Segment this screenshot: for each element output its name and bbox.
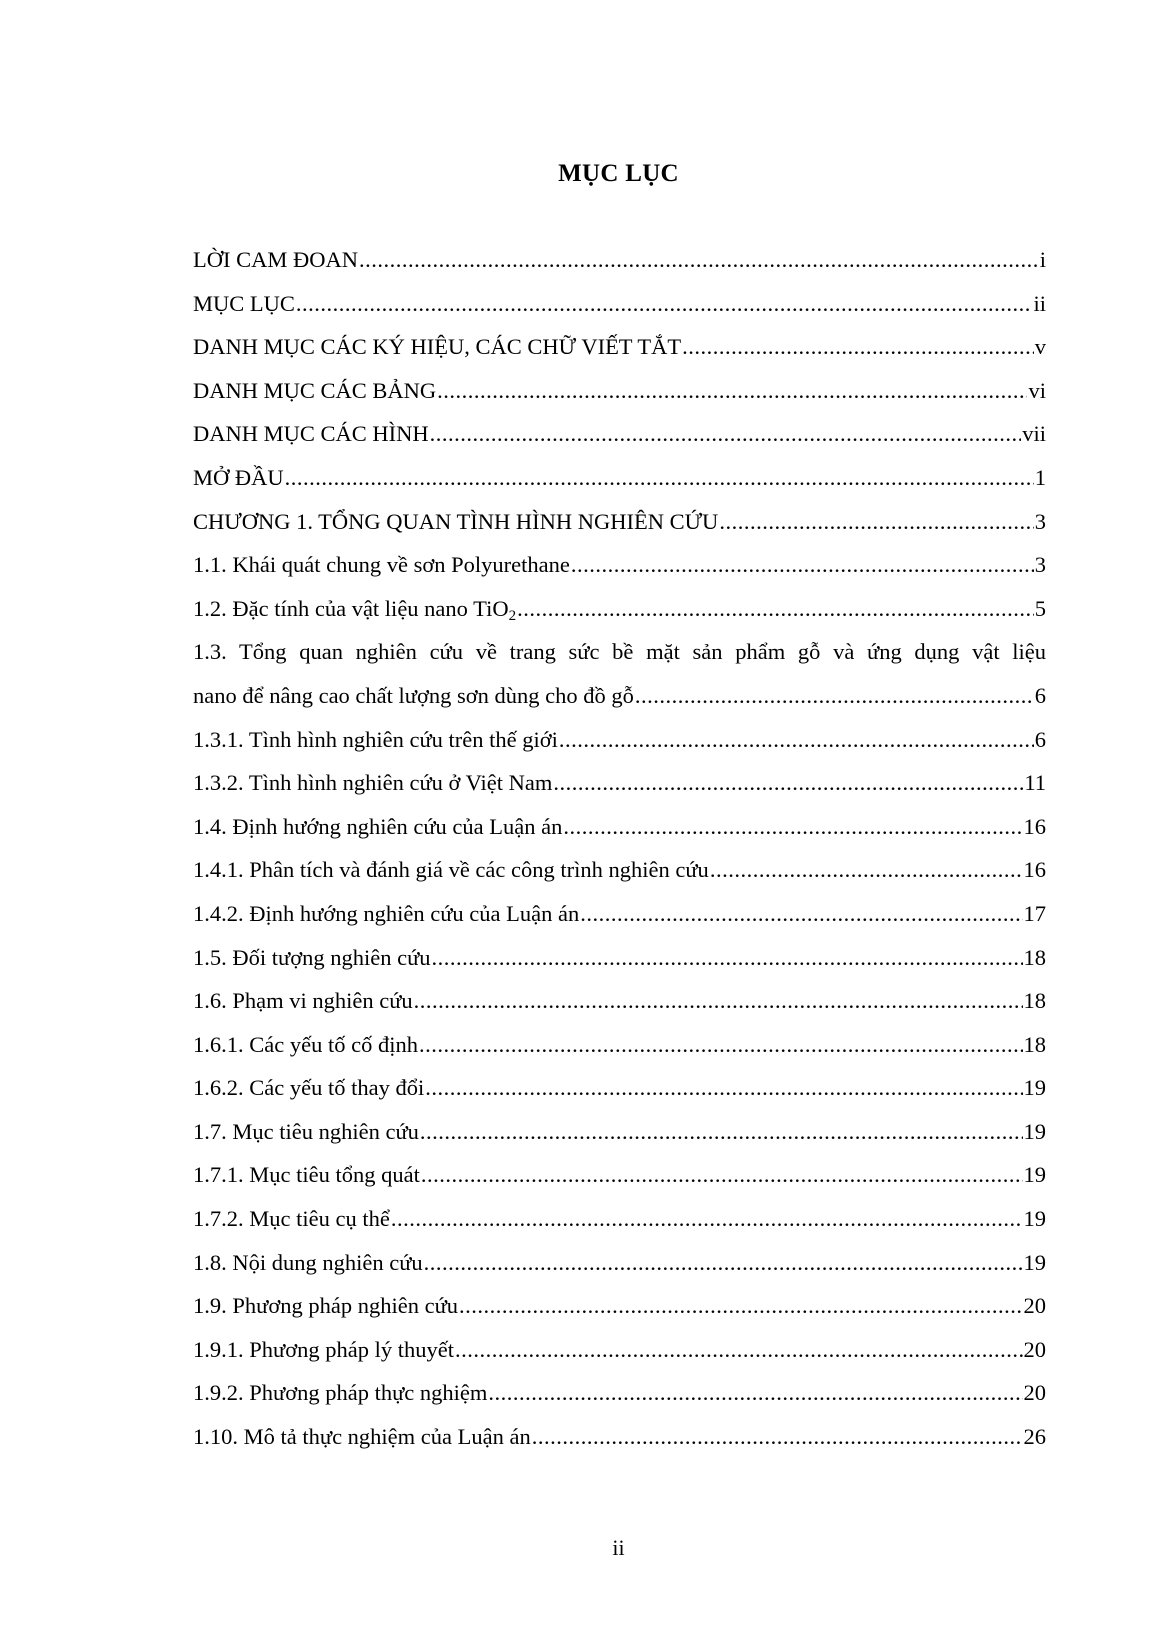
toc-entry-label: 1.4.1. Phân tích và đánh giá về các công trình nghiên cứu [193, 857, 709, 883]
toc-entry[interactable] [193, 630, 1046, 717]
toc-entry-label: 1.1. Khái quát chung về sơn Polyurethane [193, 552, 570, 578]
toc-entry-page: 6 [1034, 726, 1046, 752]
toc-entry[interactable] [193, 1371, 1046, 1415]
toc-entry[interactable] [193, 282, 1046, 326]
toc-entry-label: CHƯƠNG 1. TỔNG QUAN TÌNH HÌNH NGHIÊN CỨU [193, 508, 719, 534]
dot-leader [571, 543, 1034, 587]
toc-entry-page: 20 [1023, 1336, 1046, 1362]
toc-entry[interactable] [193, 1284, 1046, 1328]
toc-entry-label: 1.6.1. Các yếu tố cố định [193, 1031, 418, 1057]
toc-entry-page: ii [1033, 290, 1046, 316]
toc-entry-page: 11 [1024, 770, 1046, 796]
dot-leader [563, 805, 1022, 849]
toc-entry[interactable] [193, 805, 1046, 849]
dot-leader [432, 936, 1023, 980]
dot-leader [285, 456, 1034, 500]
toc-entry-label: 1.9.1. Phương pháp lý thuyết [193, 1336, 454, 1362]
toc-entry[interactable] [193, 1153, 1046, 1197]
toc-entry-page: 18 [1023, 1031, 1046, 1057]
toc-entry-label: 1.6.2. Các yếu tố thay đổi [193, 1075, 425, 1101]
toc-entry-label: 1.4. Định hướng nghiên cứu của Luận án [193, 813, 563, 839]
toc-entry[interactable] [193, 1241, 1046, 1285]
dot-leader [425, 1066, 1022, 1110]
toc-entry[interactable] [193, 892, 1046, 936]
toc-entry-label: MỞ ĐẦU [193, 464, 284, 490]
toc-entry-page: 18 [1023, 988, 1046, 1014]
toc-entry-page: 19 [1023, 1162, 1046, 1188]
page-title: MỤC LỤC [558, 160, 679, 187]
toc-entry-label: 1.9. Phương pháp nghiên cứu [193, 1293, 459, 1319]
dot-leader [580, 892, 1022, 936]
toc-entry-page: i [1039, 247, 1046, 272]
toc-entry-label: 1.10. Mô tả thực nghiệm của Luận án [193, 1424, 531, 1450]
toc-entry-page: 6 [1034, 682, 1046, 708]
toc-entry-label: 1.4.2. Định hướng nghiên cứu của Luận án [193, 900, 580, 926]
toc-entry[interactable] [193, 1066, 1046, 1110]
toc-entry-page: 16 [1023, 813, 1046, 839]
toc-entry-label: DANH MỤC CÁC BẢNG [193, 377, 437, 403]
toc-entry-label: MỤC LỤC [193, 290, 295, 316]
page-number: ii [612, 1535, 625, 1560]
dot-leader [296, 282, 1033, 326]
toc-entry-page: 20 [1023, 1293, 1046, 1319]
toc-entry-label: 1.3. Tổng quan nghiên cứu về trang sức bề mặt sản phẩm gỗ và ứng dụng vật liệu [193, 639, 1046, 665]
dot-leader [419, 1023, 1023, 1067]
toc-entry-page: 17 [1023, 900, 1046, 926]
dot-leader [455, 1328, 1023, 1372]
toc-entry-page: vi [1028, 377, 1046, 403]
toc-entry-label: 1.7. Mục tiêu nghiên cứu [193, 1118, 419, 1144]
toc-entry[interactable] [193, 369, 1046, 413]
dot-leader [421, 1153, 1023, 1197]
toc-entry-label: 1.7.2. Mục tiêu cụ thể [193, 1206, 390, 1232]
toc-entry-label: 1.9.2. Phương pháp thực nghiệm [193, 1380, 488, 1406]
toc-entry-label: DANH MỤC CÁC KÝ HIỆU, CÁC CHỮ VIẾT TẮT [193, 334, 682, 360]
toc-entry-label: DANH MỤC CÁC HÌNH [193, 421, 429, 447]
toc-entry[interactable] [193, 1415, 1046, 1459]
dot-leader [424, 1241, 1023, 1285]
dot-leader [559, 718, 1034, 762]
dot-leader [488, 1371, 1022, 1415]
dot-leader [719, 500, 1033, 544]
toc-entry-label-continued: nano để nâng cao chất lượng sơn dùng cho đồ gỗ [193, 682, 634, 708]
toc-entry-label: 1.7.1. Mục tiêu tổng quát [193, 1162, 420, 1188]
toc-entry[interactable] [193, 848, 1046, 892]
dot-leader [430, 412, 1022, 456]
dot-leader [710, 848, 1023, 892]
toc-entry-page: 26 [1023, 1424, 1046, 1450]
toc-entry-page: 3 [1034, 508, 1046, 534]
toc-entry-label-text: 1.2. Đặc tính của vật liệu nano TiO [193, 595, 509, 621]
toc-entry-page: 19 [1023, 1075, 1046, 1101]
toc-entry-label: LỜI CAM ĐOAN [193, 247, 358, 272]
dot-leader [391, 1197, 1023, 1241]
toc-entry-label: 1.8. Nội dung nghiên cứu [193, 1249, 423, 1275]
dot-leader [517, 587, 1034, 631]
dot-leader [420, 1110, 1023, 1154]
toc-entry-page: 5 [1034, 595, 1046, 621]
table-of-contents [193, 238, 1046, 1459]
toc-entry-page: 3 [1034, 552, 1046, 578]
toc-entry[interactable] [193, 936, 1046, 980]
dot-leader [635, 674, 1034, 718]
toc-entry[interactable] [193, 718, 1046, 762]
dot-leader [459, 1284, 1022, 1328]
toc-entry-label [193, 587, 516, 631]
toc-entry-label: 1.3.1. Tình hình nghiên cứu trên thế giới [193, 726, 558, 752]
toc-entry-page: 19 [1023, 1118, 1046, 1144]
toc-entry[interactable] [193, 238, 1046, 282]
toc-entry-page: 1 [1034, 464, 1046, 490]
dot-leader [682, 325, 1034, 369]
toc-entry[interactable] [193, 1328, 1046, 1372]
toc-entry-page: 16 [1023, 857, 1046, 883]
toc-entry-label: 1.3.2. Tình hình nghiên cứu ở Việt Nam [193, 770, 553, 796]
toc-entry-page: 20 [1023, 1380, 1046, 1406]
dot-leader [532, 1415, 1023, 1459]
toc-entry-label: 1.5. Đối tượng nghiên cứu [193, 944, 431, 970]
toc-entry[interactable] [193, 500, 1046, 544]
toc-entry-page: 19 [1023, 1206, 1046, 1232]
dot-leader [553, 761, 1023, 805]
toc-entry[interactable] [193, 1197, 1046, 1241]
toc-entry[interactable] [193, 1110, 1046, 1154]
toc-entry-label: 1.6. Phạm vi nghiên cứu [193, 988, 413, 1014]
toc-entry[interactable] [193, 325, 1046, 369]
toc-entry-page: 19 [1023, 1249, 1046, 1275]
toc-entry[interactable] [193, 761, 1046, 805]
dot-leader [414, 979, 1023, 1023]
dot-leader [437, 369, 1027, 413]
subscript: 2 [508, 607, 517, 624]
dot-leader [359, 238, 1039, 282]
toc-entry[interactable] [193, 1023, 1046, 1067]
toc-entry[interactable] [193, 412, 1046, 456]
toc-entry[interactable] [193, 979, 1046, 1023]
toc-entry-page: vii [1022, 421, 1046, 447]
toc-entry-page: 18 [1023, 944, 1046, 970]
toc-entry[interactable] [193, 456, 1046, 500]
toc-entry-page: v [1034, 334, 1046, 360]
toc-entry[interactable] [193, 587, 1046, 631]
toc-entry[interactable] [193, 543, 1046, 587]
